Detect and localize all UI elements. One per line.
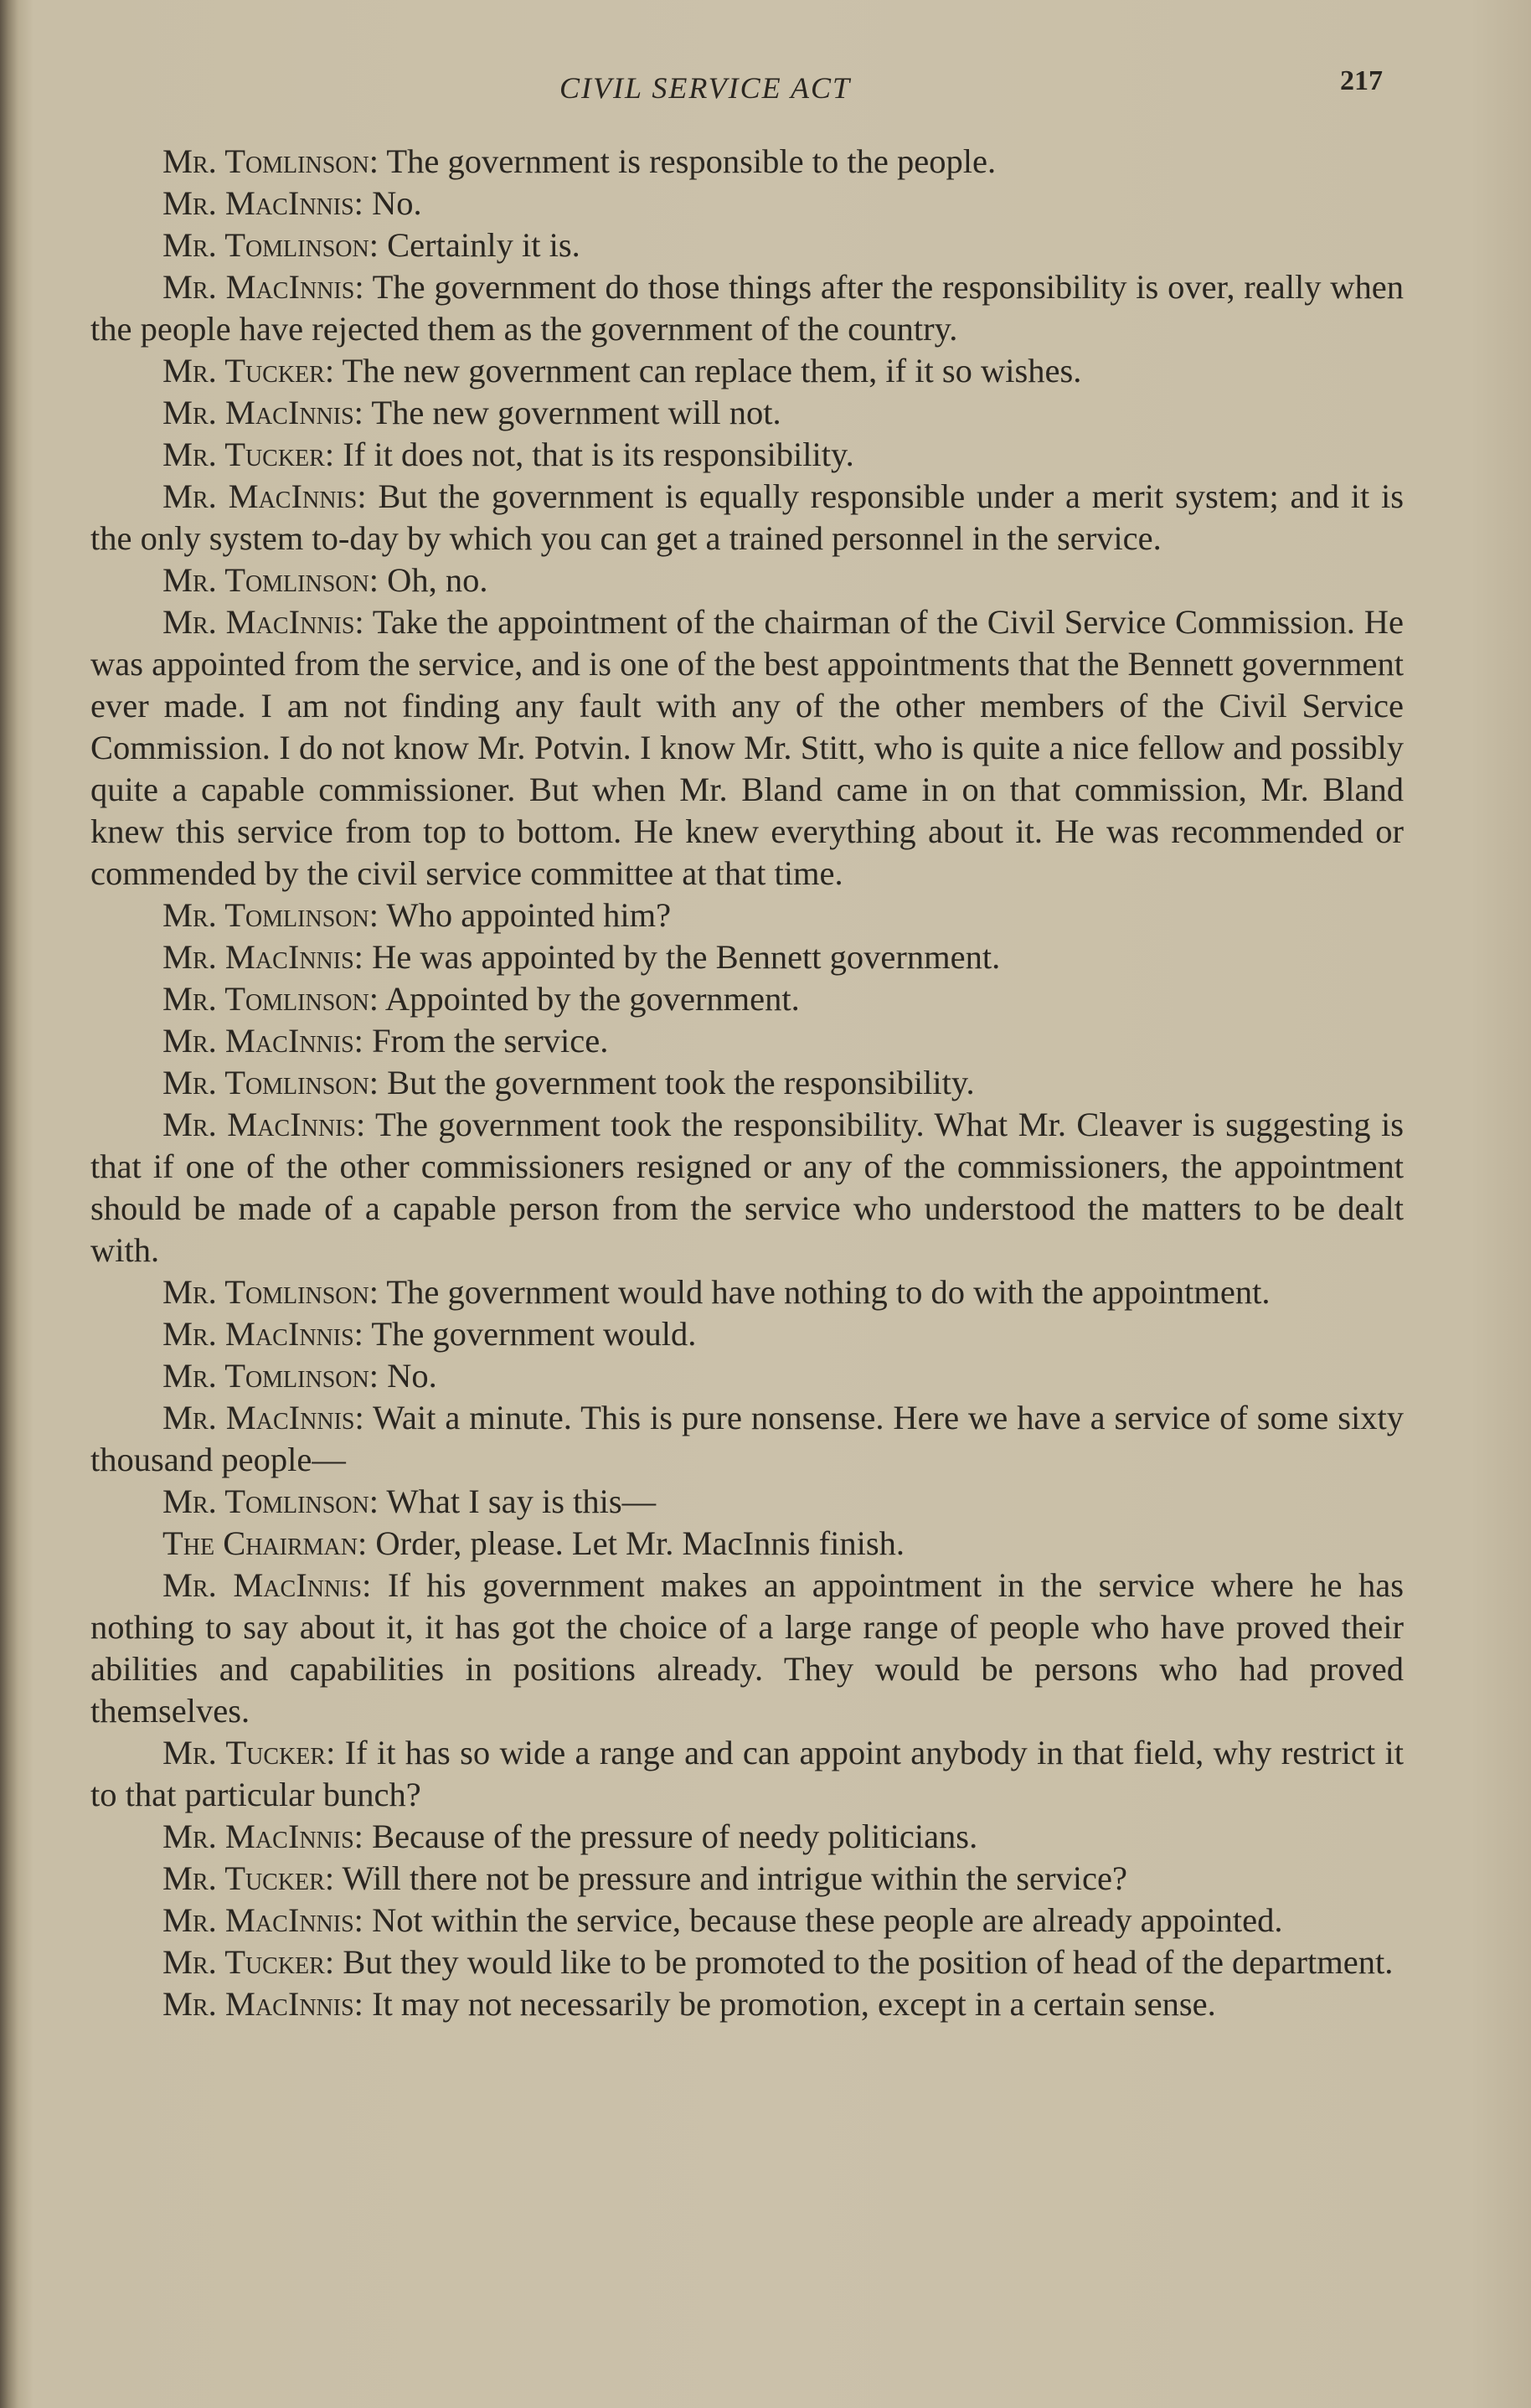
speaker: Mr. MacInnis	[162, 1022, 354, 1060]
speaker: Mr. Tucker	[162, 1859, 325, 1897]
speaker: Mr. Tucker	[162, 1943, 325, 1981]
paragraph: Mr. MacInnis: If his government makes an appointment in the service where he has nothing to say about it, it has got the choice of a large range of people who have proved their abilities and capabilities in positions already. They would be persons who had proved themselves.	[90, 1566, 1405, 1730]
paragraph: Mr. MacInnis: From the service.	[162, 1022, 609, 1060]
speaker: Mr. Tucker	[162, 1734, 327, 1771]
speaker: Mr. Tomlinson	[162, 1357, 369, 1395]
speaker: Mr. MacInnis	[162, 1985, 354, 2023]
paragraph: Mr. Tomlinson: No.	[162, 1357, 437, 1395]
paragraph: Mr. MacInnis: The government do those things after the responsibility is over, really when the people have rejected them as the government of the country.	[90, 268, 1404, 348]
transcript-body	[90, 141, 1404, 2025]
speech: The new government will not.	[371, 394, 781, 431]
speech: Because of the pressure of needy politicians.	[372, 1818, 978, 1855]
speaker: Mr. Tomlinson	[162, 1064, 369, 1101]
speech: The government took the responsibility. What Mr. Cleaver is suggesting is that if one of the other commissioners resigned or any of the commissioners, the appointment should be made of a capable person from the service who understood the matters to be dealt with.	[90, 1106, 1404, 1269]
speech: Take the appointment of the chairman of the Civil Service Commission. He was appointed from the service, and is one of the best appointments that the Bennett government ever made. I am not finding any fault with any of the other members of the Civil Service Commission. I do not know Mr. Potvin. I know Mr. Stitt, who is quite a nice fellow and possibly quite a capable commissioner. But when Mr. Bland came in on that commission, Mr. Bland knew this service from top to bottom. He knew everything about it. He was recommended or commended by the civil service committee at that time.	[90, 603, 1404, 892]
paragraph: Mr. Tucker: Will there not be pressure and intrigue within the service?	[162, 1859, 1127, 1897]
speech: Will there not be pressure and intrigue within the service?	[342, 1859, 1127, 1897]
speaker: Mr. MacInnis	[162, 477, 358, 515]
paragraph: Mr. MacInnis: No.	[162, 184, 422, 222]
speaker: Mr. Tucker	[162, 352, 325, 389]
running-head	[0, 65, 1531, 116]
speaker: Mr. Tomlinson	[162, 142, 369, 180]
paragraph: Mr. Tucker: The new government can replace them, if it so wishes.	[162, 352, 1082, 389]
speaker: Mr. Tomlinson	[162, 561, 369, 599]
speech: The government is responsible to the people.	[386, 142, 997, 180]
speech: He was appointed by the Bennett government.	[372, 938, 1001, 976]
page-number: 217	[1340, 65, 1383, 96]
speech: It may not necessarily be promotion, except in a certain sense.	[372, 1985, 1216, 2023]
speech: But the government took the responsibility.	[387, 1064, 975, 1101]
speech: The new government can replace them, if it so wishes.	[342, 352, 1082, 389]
speech: No.	[387, 1357, 437, 1395]
speech: From the service.	[372, 1022, 609, 1060]
paragraph: Mr. MacInnis: It may not necessarily be promotion, except in a certain sense.	[162, 1985, 1216, 2023]
paragraph: Mr. MacInnis: The government took the responsibility. What Mr. Cleaver is suggesting is that if one of the other commissioners resigned or any of the commissioners, the appointment should be made of a capable person from the service who understood the matters to be dealt with.	[90, 1106, 1404, 1269]
paragraph: Mr. MacInnis: He was appointed by the Bennett government.	[162, 938, 1001, 976]
paragraph: Mr. MacInnis: But the government is equally responsible under a merit system; and it is the only system to-day by which you can get a trained personnel in the service.	[90, 477, 1404, 557]
speech: Order, please. Let Mr. MacInnis finish.	[375, 1524, 905, 1562]
paragraph: Mr. MacInnis: Because of the pressure of needy politicians.	[162, 1818, 978, 1855]
paragraph: Mr. Tomlinson: Appointed by the government.	[162, 980, 800, 1018]
speech: Who appointed him?	[386, 896, 672, 934]
speech: The government would have nothing to do with the appointment.	[386, 1273, 1271, 1311]
speaker: Mr. Tomlinson	[162, 896, 369, 934]
paragraph: Mr. MacInnis: The government would.	[162, 1315, 697, 1353]
speaker: Mr. Tomlinson	[162, 226, 369, 264]
speech: Not within the service, because these people are already appointed.	[372, 1901, 1283, 1939]
paragraph: Mr. MacInnis: Not within the service, because these people are already appointed.	[162, 1901, 1283, 1939]
paragraph: Mr. Tucker: But they would like to be promoted to the position of head of the department.	[162, 1943, 1394, 1981]
speaker: Mr. MacInnis	[162, 268, 355, 306]
speaker: Mr. MacInnis	[162, 1566, 363, 1604]
speech: If it has so wide a range and can appoint anybody in that field, why restrict it to that particular bunch?	[90, 1734, 1404, 1813]
paragraph: Mr. Tomlinson: Who appointed him?	[162, 896, 672, 934]
paragraph: Mr. Tomlinson: Oh, no.	[162, 561, 488, 599]
speaker: Mr. Tomlinson	[162, 1482, 369, 1520]
speaker: Mr. Tomlinson	[162, 980, 369, 1018]
speech: But the government is equally responsible under a merit system; and it is the only system to-day by which you can get a trained personnel in the service.	[90, 477, 1404, 557]
speech: But they would like to be promoted to the position of head of the department.	[343, 1943, 1394, 1981]
speaker: Mr. MacInnis	[162, 1315, 354, 1353]
speech: Oh, no.	[387, 561, 488, 599]
paragraph: Mr. Tomlinson: Certainly it is.	[162, 226, 580, 264]
speaker: Mr. MacInnis	[162, 938, 354, 976]
speech: Wait a minute. This is pure nonsense. Here we have a service of some sixty thousand people—	[90, 1399, 1404, 1478]
speech: The government do those things after the responsibility is over, really when the people have rejected them as the government of the country.	[90, 268, 1404, 348]
speaker: Mr. MacInnis	[162, 1818, 354, 1855]
speaker: Mr. Tomlinson	[162, 1273, 369, 1311]
speech: Appointed by the government.	[384, 980, 800, 1018]
paragraph: Mr. Tomlinson: The government would have nothing to do with the appointment.	[162, 1273, 1271, 1311]
speaker: Mr. Tucker	[162, 436, 325, 473]
speech: The government would.	[371, 1315, 697, 1353]
paragraph: Mr. MacInnis: Wait a minute. This is pure nonsense. Here we have a service of some sixty thousand people—	[90, 1399, 1404, 1478]
speaker: Mr. MacInnis	[162, 1106, 356, 1143]
paragraph: Mr. Tomlinson: The government is responsible to the people.	[162, 142, 997, 180]
paragraph: Mr. Tucker: If it does not, that is its responsibility.	[162, 436, 854, 473]
speaker: Mr. MacInnis	[162, 1901, 354, 1939]
speaker: Mr. MacInnis	[162, 394, 354, 431]
speaker: Mr. MacInnis	[162, 1399, 355, 1436]
paragraph: The Chairman: Order, please. Let Mr. MacInnis finish.	[162, 1524, 905, 1562]
paragraph: Mr. Tomlinson: But the government took the responsibility.	[162, 1064, 975, 1101]
speech: What I say is this—	[386, 1482, 657, 1520]
paragraph: Mr. Tucker: If it has so wide a range and can appoint anybody in that field, why restrict it to that particular bunch?	[90, 1734, 1404, 1813]
paragraph: Mr. Tomlinson: What I say is this—	[162, 1482, 657, 1520]
running-title: CIVIL SERVICE ACT	[559, 71, 852, 105]
speech: Certainly it is.	[387, 226, 580, 264]
speaker: The Chairman	[162, 1524, 358, 1562]
speaker: Mr. MacInnis	[162, 184, 354, 222]
speech: No.	[372, 184, 422, 222]
speech: If it does not, that is its responsibility.	[343, 436, 854, 473]
speech: If his government makes an appointment in the service where he has nothing to say about it, it has got the choice of a large range of people who have proved their abilities and capabilities in positions already. They would be persons who had proved themselves.	[90, 1566, 1405, 1730]
paragraph: Mr. MacInnis: The new government will not.	[162, 394, 781, 431]
speaker: Mr. MacInnis	[162, 603, 355, 641]
paragraph: Mr. MacInnis: Take the appointment of the chairman of the Civil Service Commission. He was appointed from the service, and is one of the best appointments that the Bennett government ever made. I am not finding any fault with any of the other members of the Civil Service Commission. I do not know Mr. Potvin. I know Mr. Stitt, who is quite a nice fellow and possibly quite a capable commissioner. But when Mr. Bland came in on that commission, Mr. Bland knew this service from top to bottom. He knew everything about it. He was recommended or commended by the civil service committee at that time.	[90, 603, 1404, 892]
